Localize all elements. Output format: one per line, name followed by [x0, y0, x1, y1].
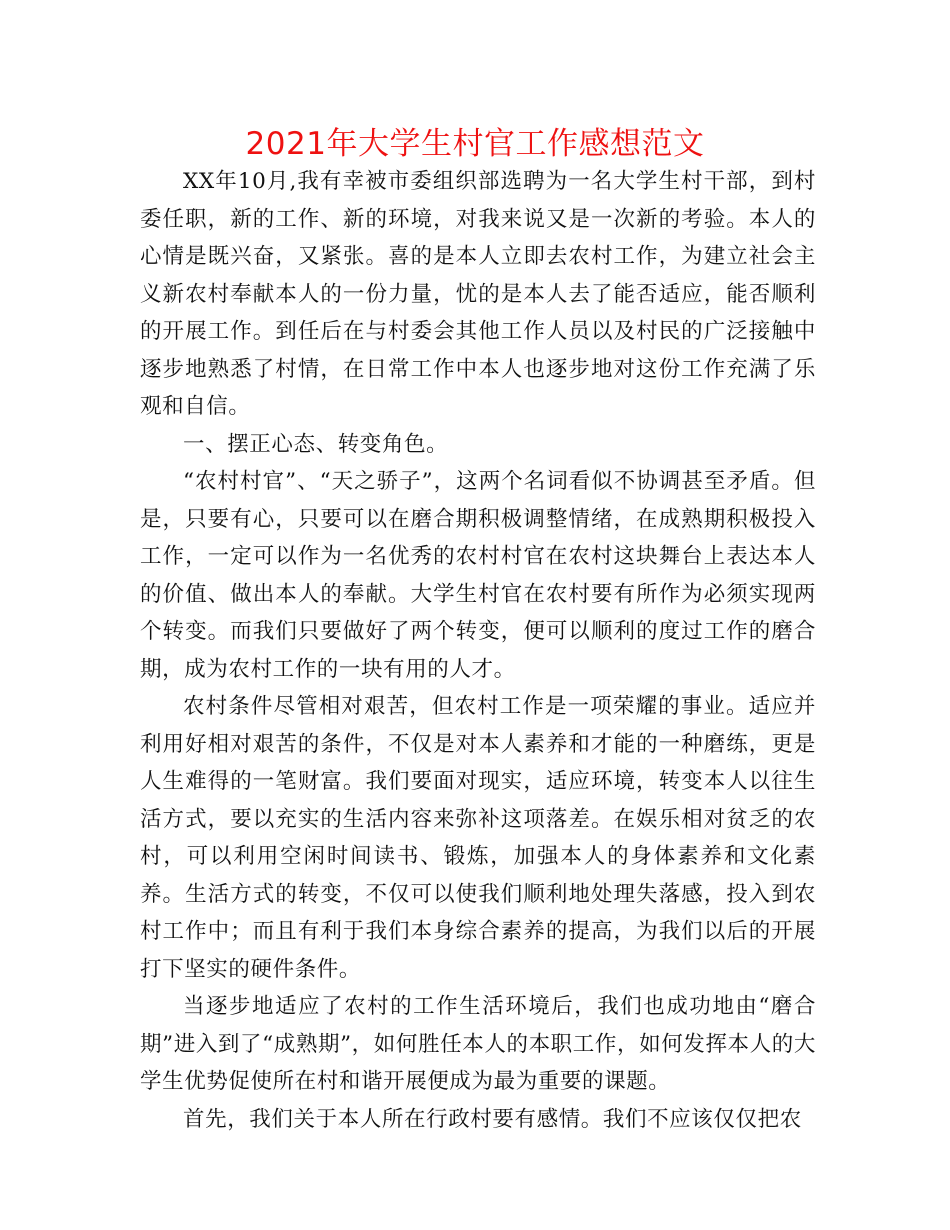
paragraph-maturity-stage: 当逐步地适应了农村的工作生活环境后，我们也成功地由“磨合期”进入到了“成熟期”，如何胜任本人的本职工作，如何发挥本人的大学生优势促使所在村和谐开展便成为最为重要的课题。: [140, 994, 816, 1094]
paragraph-appointment: XX年10月,我有幸被市委组织部选聘为一名大学生村干部，到村委任职，新的工作、新的环境，对我来说又是一次新的考验。本人的心情是既兴奋，又紧张。喜的是本人立即去农村工作，为建立社会主义新农村奉献本人的一份力量，忧的是本人去了能否适应，能否顺利的开展工作。到任后在与村委会其他工作人员以及村民的广泛接触中逐步地熟悉了村情，在日常工作中本人也逐步地对这份工作充满了乐观和自信。: [140, 169, 816, 419]
paragraph-two-transitions: “农村村官”、“天之骄子”，这两个名词看似不协调甚至矛盾。但是，只要有心，只要可以在磨合期积极调整情绪，在成熟期积极投入工作，一定可以作为一名优秀的农村村官在农村这块舞台上表达本人的价值、做出本人的奉献。大学生村官在农村要有所作为必须实现两个转变。而我们只要做好了两个转变，便可以顺利的度过工作的磨合期，成为农村工作的一块有用的人才。: [140, 469, 816, 682]
paragraph-village-affection: 首先，我们关于本人所在行政村要有感情。我们不应该仅仅把农: [183, 1106, 802, 1132]
paragraph-rural-conditions: 农村条件尽管相对艰苦，但农村工作是一项荣耀的事业。适应并利用好相对艰苦的条件，不仅是对本人素养和才能的一种磨练，更是人生难得的一笔财富。我们要面对现实，适应环境，转变本人以往生活方式，要以充实的生活内容来弥补这项落差。在娱乐相对贫乏的农村，可以利用空闲时间读书、锻炼，加强本人的身体素养和文化素养。生活方式的转变，不仅可以使我们顺利地处理失落感，投入到农村工作中；而且有利于我们本身综合素养的提高，为我们以后的开展打下坚实的硬件条件。: [140, 694, 816, 982]
document-body: [140, 163, 816, 1138]
paragraph-section-heading: 一、摆正心态、转变角色。: [183, 431, 449, 457]
document-title: 2021年大学生村官工作感想范文: [245, 126, 705, 162]
